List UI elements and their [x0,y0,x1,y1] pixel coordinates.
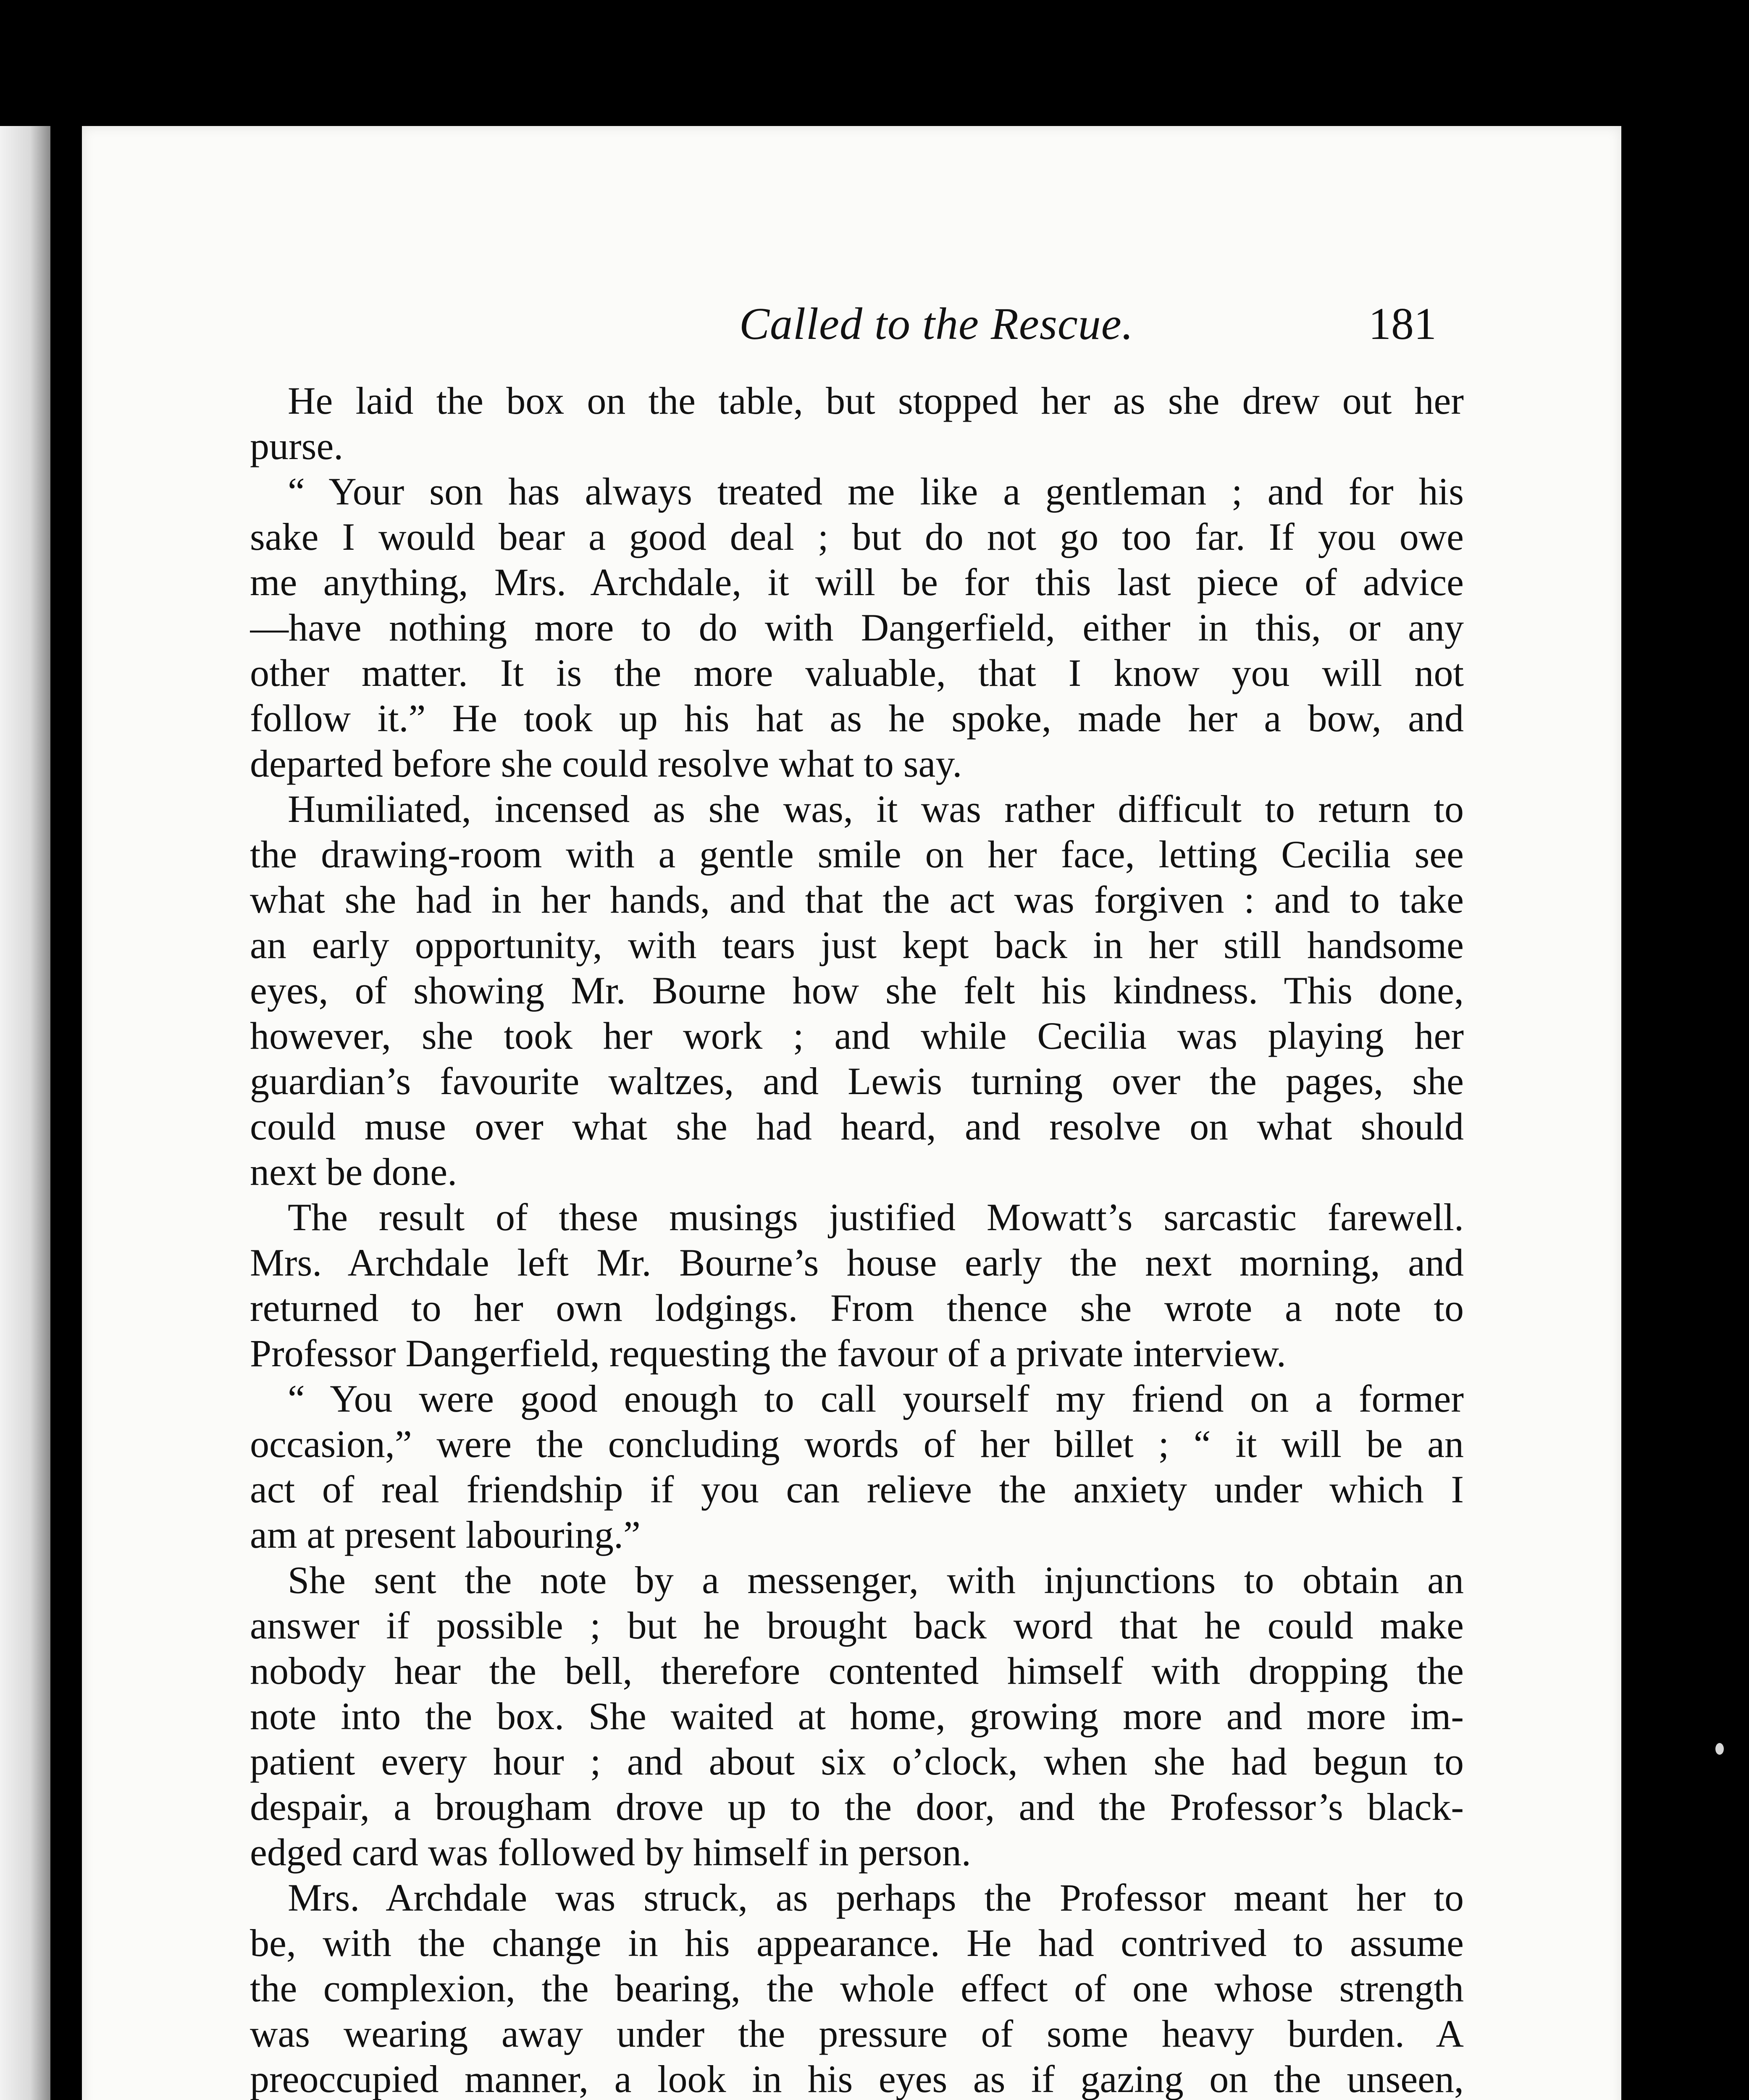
facing-page-edge [0,126,50,2100]
text-line: “ You were good enough to call yourself my friend on a former [288,1377,1464,1420]
text-line: Humiliated, incensed as she was, it was rather difficult to return to [288,788,1464,830]
text-line: what she had in her hands, and that the act was forgiven : and to take [250,878,1464,921]
text-line: could muse over what she had heard, and resolve on what should [250,1105,1464,1148]
text-line: —have nothing more to do with Dangerfield, either in this, or any [250,606,1464,649]
body-text [250,378,1464,2100]
text-line: the complexion, the bearing, the whole effect of one whose strength [250,1967,1464,2010]
text-line: guardian’s favourite waltzes, and Lewis turning over the pages, she [250,1060,1464,1102]
text-line: note into the box. She waited at home, growing more and more im- [250,1695,1464,1738]
text-line: be, with the change in his appearance. He had contrived to assume [250,1922,1464,1964]
text-line: was wearing away under the pressure of some heavy burden. A [250,2012,1464,2055]
text-line: preoccupied manner, a look in his eyes as if gazing on the unseen, [250,2058,1464,2100]
text-line: am at present labouring.” [250,1513,641,1556]
text-line: an early opportunity, with tears just kept back in her still handsome [250,924,1464,966]
page-header [250,298,1436,361]
text-line: patient every hour ; and about six o’clock, when she had begun to [250,1740,1464,1783]
text-line: “ Your son has always treated me like a gentleman ; and for his [288,470,1464,513]
text-line: Mrs. Archdale left Mr. Bourne’s house early the next morning, and [250,1241,1464,1284]
text-line: sake I would bear a good deal ; but do not go too far. If you owe [250,515,1464,558]
text-line: however, she took her work ; and while Cecilia was playing her [250,1014,1464,1057]
text-line: returned to her own lodgings. From thence she wrote a note to [250,1286,1464,1329]
text-line: The result of these musings justified Mowatt’s sarcastic farewell. [288,1196,1464,1239]
text-line: She sent the note by a messenger, with injunctions to obtain an [288,1559,1464,1601]
running-head: Called to the Rescue. [739,299,1134,349]
text-line: answer if possible ; but he brought back word that he could make [250,1604,1464,1647]
text-line: next be done. [250,1150,457,1193]
text-line: Mrs. Archdale was struck, as perhaps the Professor meant her to [288,1876,1464,1919]
text-line: eyes, of showing Mr. Bourne how she felt his kindness. This done, [250,969,1464,1012]
scan-speck [1715,1743,1724,1755]
text-line: Professor Dangerfield, requesting the favour of a private interview. [250,1332,1286,1375]
text-line: purse. [250,425,344,467]
text-line: follow it.” He took up his hat as he spoke, made her a bow, and [250,697,1464,740]
text-line: edged card was followed by himself in person. [250,1831,971,1874]
page-number: 181 [1368,299,1436,349]
text-line: me anything, Mrs. Archdale, it will be for this last piece of advice [250,561,1464,604]
book-page [82,126,1621,2100]
text-line: act of real friendship if you can relieve the anxiety under which I [250,1468,1464,1511]
text-line: departed before she could resolve what to say. [250,742,962,785]
text-line: other matter. It is the more valuable, that I know you will not [250,651,1464,694]
text-line: nobody hear the bell, therefore contented himself with dropping the [250,1649,1464,1692]
text-line: He laid the box on the table, but stopped her as she drew out her [288,379,1464,422]
text-line: the drawing-room with a gentle smile on her face, letting Cecilia see [250,833,1464,876]
text-line: despair, a brougham drove up to the door, and the Professor’s black- [250,1785,1464,1828]
text-line: occasion,” were the concluding words of her billet ; “ it will be an [250,1423,1464,1465]
